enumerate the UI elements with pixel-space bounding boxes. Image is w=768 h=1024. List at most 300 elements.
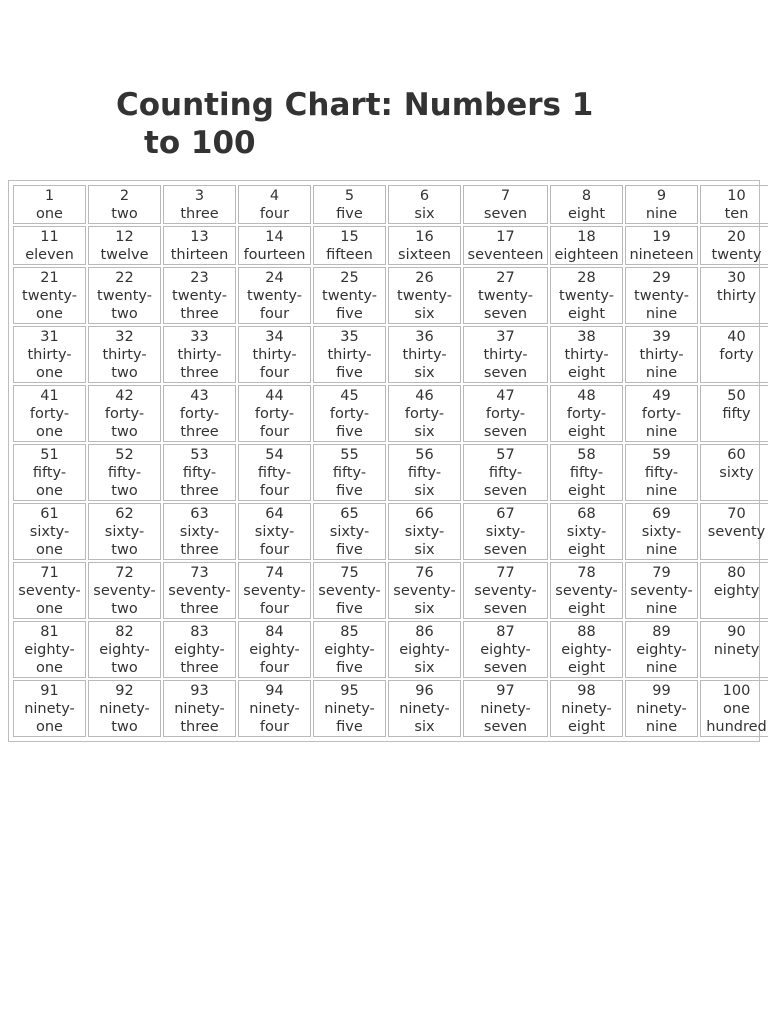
number-word: eighty- four bbox=[249, 642, 300, 676]
number-digits: 78 bbox=[577, 565, 596, 581]
number-cell bbox=[550, 226, 623, 265]
number-digits: 41 bbox=[40, 388, 59, 404]
number-digits: 35 bbox=[340, 329, 359, 345]
number-digits: 59 bbox=[652, 447, 671, 463]
number-cell bbox=[13, 267, 86, 324]
number-word: sixty- six bbox=[404, 524, 445, 558]
number-digits: 60 bbox=[727, 447, 746, 463]
number-cell bbox=[88, 503, 161, 560]
number-word: eighty- one bbox=[24, 642, 75, 676]
number-cell bbox=[700, 226, 768, 265]
number-digits: 100 bbox=[722, 683, 751, 699]
number-word: five bbox=[336, 206, 363, 222]
number-digits: 36 bbox=[415, 329, 434, 345]
number-digits: 80 bbox=[727, 565, 746, 581]
number-cell bbox=[700, 385, 768, 442]
number-digits: 51 bbox=[40, 447, 59, 463]
number-word: seventy bbox=[707, 524, 766, 540]
number-digits: 2 bbox=[119, 188, 130, 204]
number-digits: 52 bbox=[115, 447, 134, 463]
number-digits: 57 bbox=[496, 447, 515, 463]
number-digits: 27 bbox=[496, 270, 515, 286]
number-digits: 42 bbox=[115, 388, 134, 404]
number-word: thirty bbox=[716, 288, 757, 304]
number-word: forty- nine bbox=[641, 406, 682, 440]
number-cell bbox=[163, 226, 236, 265]
number-cell bbox=[163, 562, 236, 619]
number-digits: 10 bbox=[727, 188, 746, 204]
number-word: ten bbox=[724, 206, 749, 222]
chart-row bbox=[13, 185, 768, 224]
number-digits: 98 bbox=[577, 683, 596, 699]
number-cell bbox=[13, 503, 86, 560]
number-digits: 44 bbox=[265, 388, 284, 404]
number-word: seventy- two bbox=[93, 583, 156, 617]
number-word: twenty- six bbox=[397, 288, 452, 322]
number-digits: 5 bbox=[344, 188, 355, 204]
number-word: seventy- four bbox=[243, 583, 306, 617]
number-cell bbox=[463, 621, 548, 678]
number-digits: 45 bbox=[340, 388, 359, 404]
number-cell bbox=[88, 226, 161, 265]
number-cell bbox=[550, 621, 623, 678]
chart-row bbox=[13, 444, 768, 501]
number-digits: 19 bbox=[652, 229, 671, 245]
number-cell bbox=[700, 326, 768, 383]
number-digits: 8 bbox=[581, 188, 592, 204]
number-word: forty- two bbox=[104, 406, 145, 440]
number-cell bbox=[163, 621, 236, 678]
number-cell bbox=[313, 385, 386, 442]
number-digits: 23 bbox=[190, 270, 209, 286]
number-digits: 49 bbox=[652, 388, 671, 404]
number-cell bbox=[625, 385, 698, 442]
number-word: ninety- one bbox=[24, 701, 75, 735]
number-cell bbox=[463, 185, 548, 224]
number-word: ninety- four bbox=[249, 701, 300, 735]
number-cell bbox=[313, 326, 386, 383]
number-digits: 90 bbox=[727, 624, 746, 640]
number-digits: 76 bbox=[415, 565, 434, 581]
chart-row bbox=[13, 326, 768, 383]
number-digits: 68 bbox=[577, 506, 596, 522]
number-cell bbox=[700, 444, 768, 501]
number-word: thirty- one bbox=[27, 347, 72, 381]
number-digits: 14 bbox=[265, 229, 284, 245]
number-word: seventeen bbox=[467, 247, 544, 263]
number-word: seventy- five bbox=[318, 583, 381, 617]
number-digits: 1 bbox=[44, 188, 55, 204]
number-cell bbox=[700, 267, 768, 324]
number-word: thirty- five bbox=[327, 347, 372, 381]
number-word: forty- four bbox=[254, 406, 295, 440]
number-word: seventy- seven bbox=[474, 583, 537, 617]
number-word: seventy- one bbox=[18, 583, 81, 617]
number-cell bbox=[625, 680, 698, 737]
number-digits: 63 bbox=[190, 506, 209, 522]
title-line-1: Counting Chart: Numbers 1 bbox=[116, 87, 594, 123]
number-digits: 25 bbox=[340, 270, 359, 286]
number-cell bbox=[13, 226, 86, 265]
number-digits: 81 bbox=[40, 624, 59, 640]
number-cell bbox=[88, 621, 161, 678]
number-word: sixty- three bbox=[179, 524, 220, 558]
number-word: ninety- three bbox=[174, 701, 225, 735]
number-word: ninety- seven bbox=[480, 701, 531, 735]
number-cell bbox=[13, 326, 86, 383]
number-word: thirty- four bbox=[252, 347, 297, 381]
number-cell bbox=[550, 326, 623, 383]
number-digits: 22 bbox=[115, 270, 134, 286]
number-word: fifty- three bbox=[180, 465, 219, 499]
number-cell bbox=[88, 326, 161, 383]
number-digits: 30 bbox=[727, 270, 746, 286]
number-cell bbox=[313, 621, 386, 678]
number-digits: 40 bbox=[727, 329, 746, 345]
number-digits: 67 bbox=[496, 506, 515, 522]
number-word: seventy- three bbox=[168, 583, 231, 617]
number-word: twenty- five bbox=[322, 288, 377, 322]
number-digits: 83 bbox=[190, 624, 209, 640]
number-word: ninety- six bbox=[399, 701, 450, 735]
number-word: seven bbox=[483, 206, 528, 222]
number-digits: 91 bbox=[40, 683, 59, 699]
number-word: twenty- eight bbox=[559, 288, 614, 322]
number-digits: 12 bbox=[115, 229, 134, 245]
number-cell bbox=[388, 385, 461, 442]
number-word: ninety bbox=[713, 642, 760, 658]
number-word: sixteen bbox=[398, 247, 451, 263]
number-word: eighty- eight bbox=[561, 642, 612, 676]
number-word: six bbox=[414, 206, 435, 222]
number-cell bbox=[13, 385, 86, 442]
number-cell bbox=[238, 385, 311, 442]
number-word: sixty- eight bbox=[566, 524, 607, 558]
number-word: nine bbox=[645, 206, 678, 222]
number-word: twenty- seven bbox=[478, 288, 533, 322]
number-cell bbox=[163, 680, 236, 737]
number-digits: 43 bbox=[190, 388, 209, 404]
number-digits: 46 bbox=[415, 388, 434, 404]
number-cell bbox=[13, 444, 86, 501]
number-word: fifteen bbox=[326, 247, 373, 263]
number-digits: 72 bbox=[115, 565, 134, 581]
number-word: twelve bbox=[100, 247, 149, 263]
number-word: fifty- five bbox=[332, 465, 367, 499]
number-cell bbox=[88, 444, 161, 501]
number-cell bbox=[88, 385, 161, 442]
number-digits: 29 bbox=[652, 270, 671, 286]
number-word: fourteen bbox=[243, 247, 306, 263]
number-cell bbox=[88, 562, 161, 619]
number-digits: 96 bbox=[415, 683, 434, 699]
number-digits: 15 bbox=[340, 229, 359, 245]
number-cell bbox=[313, 226, 386, 265]
number-digits: 31 bbox=[40, 329, 59, 345]
number-word: ninety- two bbox=[99, 701, 150, 735]
number-cell bbox=[625, 226, 698, 265]
number-cell bbox=[313, 680, 386, 737]
number-cell bbox=[388, 226, 461, 265]
number-word: forty- five bbox=[329, 406, 370, 440]
number-cell bbox=[388, 680, 461, 737]
number-digits: 34 bbox=[265, 329, 284, 345]
number-word: seventy- nine bbox=[630, 583, 693, 617]
number-digits: 65 bbox=[340, 506, 359, 522]
number-word: seventy- six bbox=[393, 583, 456, 617]
number-cell bbox=[463, 503, 548, 560]
number-cell bbox=[163, 267, 236, 324]
number-digits: 17 bbox=[496, 229, 515, 245]
number-word: forty bbox=[719, 347, 754, 363]
number-digits: 61 bbox=[40, 506, 59, 522]
chart-row bbox=[13, 226, 768, 265]
number-cell bbox=[238, 326, 311, 383]
number-cell bbox=[238, 444, 311, 501]
number-cell bbox=[163, 326, 236, 383]
number-word: eighty- nine bbox=[636, 642, 687, 676]
number-cell bbox=[388, 267, 461, 324]
page-title bbox=[116, 86, 656, 162]
number-word: thirty- eight bbox=[564, 347, 609, 381]
number-digits: 13 bbox=[190, 229, 209, 245]
number-cell bbox=[388, 444, 461, 501]
number-cell bbox=[625, 444, 698, 501]
number-digits: 69 bbox=[652, 506, 671, 522]
number-digits: 37 bbox=[496, 329, 515, 345]
number-digits: 56 bbox=[415, 447, 434, 463]
number-digits: 99 bbox=[652, 683, 671, 699]
number-word: sixty- five bbox=[329, 524, 370, 558]
number-digits: 33 bbox=[190, 329, 209, 345]
number-digits: 94 bbox=[265, 683, 284, 699]
number-word: eighty bbox=[713, 583, 760, 599]
number-digits: 88 bbox=[577, 624, 596, 640]
number-cell bbox=[700, 621, 768, 678]
number-cell bbox=[463, 326, 548, 383]
number-word: fifty- two bbox=[107, 465, 142, 499]
number-cell bbox=[625, 562, 698, 619]
number-digits: 89 bbox=[652, 624, 671, 640]
number-digits: 82 bbox=[115, 624, 134, 640]
number-cell bbox=[463, 680, 548, 737]
number-digits: 39 bbox=[652, 329, 671, 345]
number-cell bbox=[388, 503, 461, 560]
chart-row bbox=[13, 621, 768, 678]
number-word: one hundred bbox=[706, 701, 767, 735]
number-word: two bbox=[111, 206, 138, 222]
number-digits: 64 bbox=[265, 506, 284, 522]
number-digits: 11 bbox=[40, 229, 59, 245]
number-word: twenty- four bbox=[247, 288, 302, 322]
number-cell bbox=[313, 503, 386, 560]
chart-row bbox=[13, 503, 768, 560]
number-word: forty- six bbox=[404, 406, 445, 440]
number-cell bbox=[238, 562, 311, 619]
number-cell bbox=[625, 185, 698, 224]
number-digits: 77 bbox=[496, 565, 515, 581]
number-cell bbox=[625, 503, 698, 560]
number-cell bbox=[238, 185, 311, 224]
number-cell bbox=[313, 562, 386, 619]
number-cell bbox=[13, 562, 86, 619]
number-digits: 32 bbox=[115, 329, 134, 345]
number-cell bbox=[550, 680, 623, 737]
number-cell bbox=[238, 267, 311, 324]
number-cell bbox=[625, 267, 698, 324]
counting-table bbox=[11, 183, 768, 739]
number-word: thirty- six bbox=[402, 347, 447, 381]
number-cell bbox=[238, 226, 311, 265]
number-cell bbox=[700, 680, 768, 737]
number-cell bbox=[313, 185, 386, 224]
number-word: eighty- seven bbox=[480, 642, 531, 676]
number-cell bbox=[88, 185, 161, 224]
number-cell bbox=[463, 444, 548, 501]
number-word: ninety- five bbox=[324, 701, 375, 735]
number-word: fifty- eight bbox=[567, 465, 606, 499]
number-digits: 55 bbox=[340, 447, 359, 463]
number-cell bbox=[625, 621, 698, 678]
number-digits: 7 bbox=[500, 188, 511, 204]
number-digits: 18 bbox=[577, 229, 596, 245]
number-digits: 58 bbox=[577, 447, 596, 463]
number-word: thirty- seven bbox=[483, 347, 528, 381]
number-cell bbox=[625, 326, 698, 383]
number-cell bbox=[700, 185, 768, 224]
number-word: eleven bbox=[25, 247, 74, 263]
number-word: one bbox=[36, 206, 63, 222]
number-digits: 95 bbox=[340, 683, 359, 699]
number-cell bbox=[550, 185, 623, 224]
number-word: fifty- nine bbox=[644, 465, 679, 499]
number-cell bbox=[388, 326, 461, 383]
number-digits: 6 bbox=[419, 188, 430, 204]
number-digits: 21 bbox=[40, 270, 59, 286]
number-digits: 28 bbox=[577, 270, 596, 286]
number-cell bbox=[88, 680, 161, 737]
number-digits: 4 bbox=[269, 188, 280, 204]
number-cell bbox=[550, 503, 623, 560]
number-cell bbox=[13, 621, 86, 678]
number-word: ninety- nine bbox=[636, 701, 687, 735]
number-cell bbox=[388, 621, 461, 678]
number-word: four bbox=[259, 206, 290, 222]
chart-row bbox=[13, 385, 768, 442]
chart-row bbox=[13, 267, 768, 324]
number-cell bbox=[88, 267, 161, 324]
number-digits: 54 bbox=[265, 447, 284, 463]
number-word: fifty- seven bbox=[483, 465, 528, 499]
number-word: eighty- three bbox=[174, 642, 225, 676]
number-cell bbox=[700, 503, 768, 560]
number-cell bbox=[463, 562, 548, 619]
number-word: ninety- eight bbox=[561, 701, 612, 735]
number-cell bbox=[238, 621, 311, 678]
number-digits: 87 bbox=[496, 624, 515, 640]
counting-table-body bbox=[13, 185, 768, 737]
counting-chart bbox=[8, 180, 767, 742]
number-digits: 62 bbox=[115, 506, 134, 522]
number-word: twenty- one bbox=[22, 288, 77, 322]
number-word: eight bbox=[567, 206, 606, 222]
number-cell bbox=[163, 185, 236, 224]
number-word: fifty- six bbox=[407, 465, 442, 499]
number-cell bbox=[463, 267, 548, 324]
number-cell bbox=[388, 562, 461, 619]
number-cell bbox=[313, 267, 386, 324]
number-digits: 66 bbox=[415, 506, 434, 522]
number-digits: 20 bbox=[727, 229, 746, 245]
number-word: forty- one bbox=[29, 406, 70, 440]
number-cell bbox=[238, 503, 311, 560]
number-word: thirty- three bbox=[177, 347, 222, 381]
number-cell bbox=[163, 385, 236, 442]
number-word: three bbox=[180, 206, 219, 222]
number-digits: 93 bbox=[190, 683, 209, 699]
number-digits: 38 bbox=[577, 329, 596, 345]
number-word: forty- seven bbox=[483, 406, 528, 440]
number-digits: 71 bbox=[40, 565, 59, 581]
number-digits: 24 bbox=[265, 270, 284, 286]
number-digits: 79 bbox=[652, 565, 671, 581]
number-digits: 74 bbox=[265, 565, 284, 581]
number-cell bbox=[463, 226, 548, 265]
number-word: sixty- two bbox=[104, 524, 145, 558]
number-word: eighteen bbox=[554, 247, 619, 263]
number-word: sixty- nine bbox=[641, 524, 682, 558]
number-cell bbox=[550, 385, 623, 442]
number-digits: 53 bbox=[190, 447, 209, 463]
title-line-2: to 100 bbox=[144, 125, 256, 161]
number-cell bbox=[550, 444, 623, 501]
chart-row bbox=[13, 680, 768, 737]
number-digits: 47 bbox=[496, 388, 515, 404]
number-digits: 50 bbox=[727, 388, 746, 404]
number-word: eighty- five bbox=[324, 642, 375, 676]
number-cell bbox=[13, 185, 86, 224]
number-cell bbox=[700, 562, 768, 619]
number-cell bbox=[13, 680, 86, 737]
number-cell bbox=[550, 562, 623, 619]
number-digits: 16 bbox=[415, 229, 434, 245]
number-word: sixty- four bbox=[254, 524, 295, 558]
number-word: twenty- three bbox=[172, 288, 227, 322]
number-digits: 75 bbox=[340, 565, 359, 581]
number-cell bbox=[238, 680, 311, 737]
number-cell bbox=[550, 267, 623, 324]
number-digits: 92 bbox=[115, 683, 134, 699]
number-word: twenty- nine bbox=[634, 288, 689, 322]
number-word: twenty bbox=[711, 247, 762, 263]
number-word: thirteen bbox=[170, 247, 229, 263]
number-word: sixty bbox=[719, 465, 754, 481]
number-word: thirty- two bbox=[102, 347, 147, 381]
chart-row bbox=[13, 562, 768, 619]
number-word: forty- three bbox=[179, 406, 220, 440]
number-word: twenty- two bbox=[97, 288, 152, 322]
number-word: nineteen bbox=[629, 247, 694, 263]
number-word: eighty- six bbox=[399, 642, 450, 676]
number-cell bbox=[463, 385, 548, 442]
number-digits: 70 bbox=[727, 506, 746, 522]
number-digits: 97 bbox=[496, 683, 515, 699]
number-digits: 48 bbox=[577, 388, 596, 404]
number-digits: 86 bbox=[415, 624, 434, 640]
number-digits: 3 bbox=[194, 188, 205, 204]
number-word: thirty- nine bbox=[639, 347, 684, 381]
number-digits: 26 bbox=[415, 270, 434, 286]
